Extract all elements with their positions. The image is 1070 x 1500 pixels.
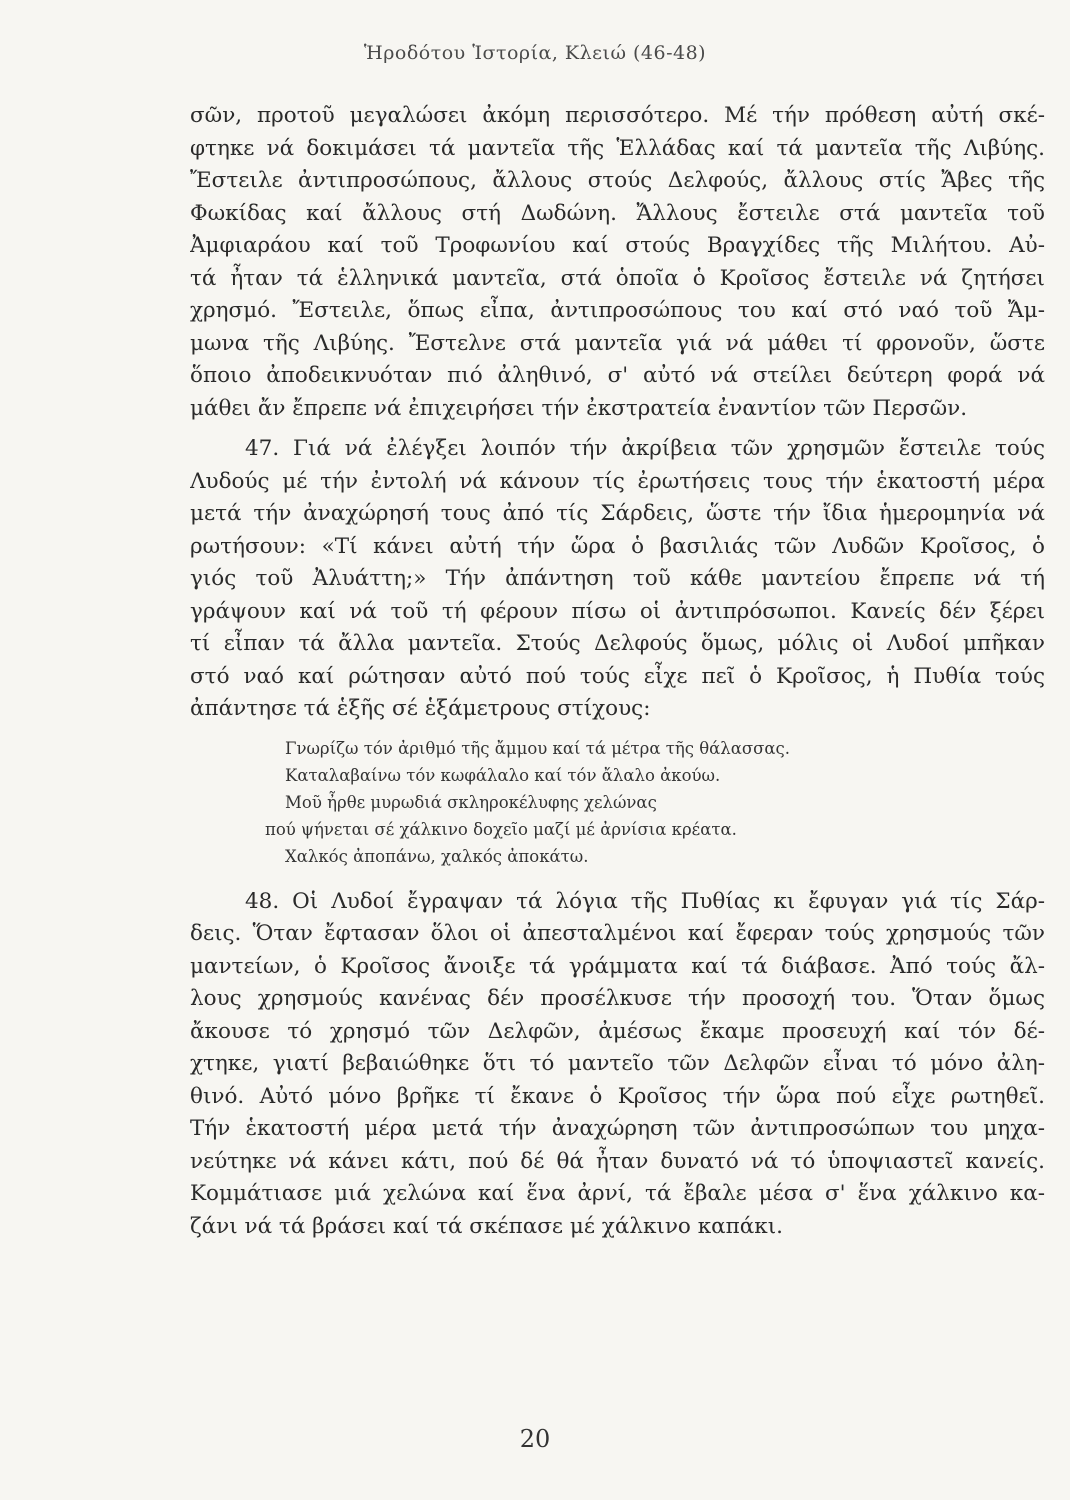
text-line: Φωκίδας καί ἄλλους στή Δωδώνη. Ἄλλους ἔστειλε στά μαντεῖα τοῦ bbox=[190, 200, 1045, 226]
text-line: Ἀμφιαράου καί τοῦ Τροφωνίου καί στούς Βραγχίδες τῆς Μιλήτου. Αὐ- bbox=[190, 233, 1045, 258]
text-line: στό ναό καί ρώτησαν αὐτό πού τούς εἶχε πεῖ ὁ Κροῖσος, ἡ Πυθία τούς bbox=[190, 663, 1045, 689]
text-line: ζάνι νά τά βράσει καί τά σκέπασε μέ χάλκινο καπάκι. bbox=[190, 1213, 784, 1239]
text-line: ἀπάντησε τά ἑξῆς σέ ἑξάμετρους στίχους: bbox=[190, 696, 651, 721]
verse-line: Χαλκός ἀποπάνω, χαλκός ἀποκάτω. bbox=[285, 846, 589, 866]
paragraph-48 bbox=[190, 886, 1045, 1244]
verse-line: Γνωρίζω τόν ἀριθμό τῆς ἄμμου καί τά μέτρα τῆς θάλασσας. bbox=[285, 738, 791, 758]
text-line: γιός τοῦ Ἀλυάττη;» Τήν ἀπάντηση τοῦ κάθε μαντείου ἔπρεπε νά τή bbox=[190, 566, 1045, 591]
text-line: χτηκε, γιατί βεβαιώθηκε ὅτι τό μαντεῖο τῶν Δελφῶν εἶναι τό μόνο ἀλη- bbox=[190, 1051, 1045, 1076]
text-line: δεις. Ὅταν ἔφτασαν ὅλοι οἱ ἀπεσταλμένοι καί ἔφεραν τούς χρησμούς τῶν bbox=[190, 921, 1045, 946]
main-text bbox=[190, 100, 1045, 1243]
text-line: Λυδούς μέ τήν ἐντολή νά κάνουν τίς ἐρωτήσεις τους τήν ἑκατοστή μέρα bbox=[190, 468, 1045, 494]
oracle-verses bbox=[190, 736, 1045, 886]
text-line: ἄκουσε τό χρησμό τῶν Δελφῶν, ἀμέσως ἔκαμε προσευχή καί τόν δέ- bbox=[190, 1018, 1045, 1044]
text-line: φτηκε νά δοκιμάσει τά μαντεῖα τῆς Ἑλλάδας καί τά μαντεῖα τῆς Λιβύης. bbox=[190, 135, 1045, 161]
text-line: 47. Γιά νά ἐλέγξει λοιπόν τήν ἀκρίβεια τῶν χρησμῶν ἔστειλε τούς bbox=[245, 436, 1045, 461]
verse-line: πού ψήνεται σέ χάλκινο δοχεῖο μαζί μέ ἀρνίσια κρέατα. bbox=[265, 819, 737, 839]
text-line: Τήν ἑκατοστή μέρα μετά τήν ἀναχώρηση τῶν ἀντιπροσώπων του μηχα- bbox=[190, 1116, 1045, 1141]
text-line: μαντείων, ὁ Κροῖσος ἄνοιξε τά γράμματα καί τά διάβασε. Ἀπό τούς ἄλ- bbox=[190, 953, 1045, 979]
paragraph-46 bbox=[190, 100, 1045, 425]
page-number: 20 bbox=[519, 1425, 551, 1453]
text-line: Ἔστειλε ἀντιπροσώπους, ἄλλους στούς Δελφούς, ἄλλους στίς Ἄβες τῆς bbox=[190, 168, 1045, 193]
verse-line: Μοῦ ἦρθε μυρωδιά σκληροκέλυφης χελώνας bbox=[285, 792, 657, 812]
text-line: νεύτηκε νά κάνει κάτι, πού δέ θά ἦταν δυνατό νά τό ὑποψιαστεῖ κανείς. bbox=[190, 1148, 1045, 1174]
text-line: μετά τήν ἀναχώρησή τους ἀπό τίς Σάρδεις, ὥστε τήν ἴδια ἡμερομηνία νά bbox=[190, 501, 1045, 526]
text-line: μωνα τῆς Λιβύης. Ἔστελνε στά μαντεῖα γιά νά μάθει τί φρονοῦν, ὥστε bbox=[190, 330, 1045, 356]
text-line: ρωτήσουν: «Τί κάνει αὐτή τήν ὥρα ὁ βασιλιάς τῶν Λυδῶν Κροῖσος, ὁ bbox=[190, 533, 1045, 559]
text-line: τί εἶπαν τά ἄλλα μαντεῖα. Στούς Δελφούς ὅμως, μόλις οἱ Λυδοί μπῆκαν bbox=[190, 631, 1045, 656]
verse-line: Καταλαβαίνω τόν κωφάλαλο καί τόν ἄλαλο ἀκούω. bbox=[285, 765, 721, 785]
paragraph-47 bbox=[190, 433, 1045, 726]
text-line: χρησμό. Ἔστειλε, ὅπως εἶπα, ἀντιπροσώπους του καί στό ναό τοῦ Ἄμ- bbox=[190, 298, 1045, 323]
text-line: θινό. Αὐτό μόνο βρῆκε τί ἔκανε ὁ Κροῖσος τήν ὥρα πού εἶχε ρωτηθεῖ. bbox=[190, 1083, 1045, 1109]
text-line: λους χρησμούς κανένας δέν προσέλκυσε τήν προσοχή του. Ὅταν ὅμως bbox=[190, 986, 1045, 1011]
text-line: ὅποιο ἀποδεικνυόταν πιό ἀληθινό, σ' αὐτό νά στείλει δεύτερη φορά νά bbox=[190, 363, 1045, 388]
running-head: Ἡροδότου Ἱστορία, Κλειώ (46-48) bbox=[363, 42, 707, 64]
text-line: Κομμάτιασε μιά χελώνα καί ἕνα ἀρνί, τά ἔβαλε μέσα σ' ἕνα χάλκινο κα- bbox=[190, 1181, 1045, 1206]
text-line: σῶν, προτοῦ μεγαλώσει ἀκόμη περισσότερο. Μέ τήν πρόθεση αὐτή σκέ- bbox=[190, 103, 1045, 128]
text-line: γράψουν καί νά τοῦ τή φέρουν πίσω οἱ ἀντιπρόσωποι. Κανείς δέν ξέρει bbox=[190, 598, 1045, 624]
text-line: τά ἦταν τά ἑλληνικά μαντεῖα, στά ὁποῖα ὁ Κροῖσος ἔστειλε νά ζητήσει bbox=[190, 265, 1045, 291]
text-line: 48. Οἱ Λυδοί ἔγραψαν τά λόγια τῆς Πυθίας κι ἔφυγαν γιά τίς Σάρ- bbox=[245, 888, 1045, 914]
text-line: μάθει ἄν ἔπρεπε νά ἐπιχειρήσει τήν ἐκστρατεία ἐναντίον τῶν Περσῶν. bbox=[190, 395, 968, 421]
